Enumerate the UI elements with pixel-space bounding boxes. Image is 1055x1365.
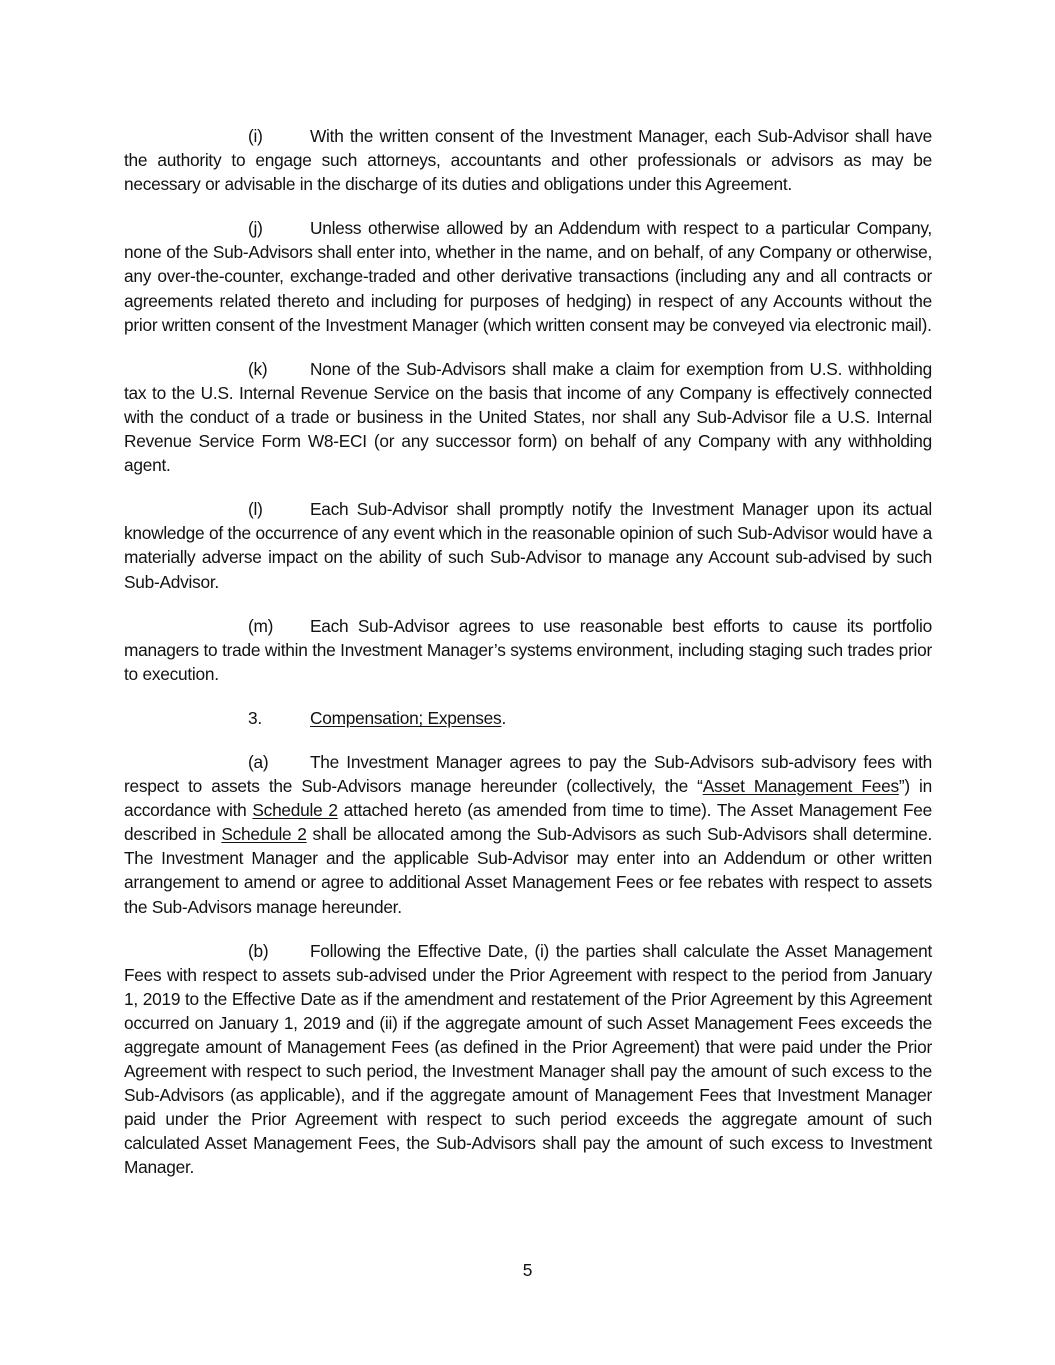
section-title-period: . [501, 707, 506, 728]
paragraph-label: (a) [248, 751, 269, 772]
section-3-heading [124, 706, 932, 730]
paragraph-m [124, 614, 932, 686]
paragraph-text: Each Sub-Advisor shall promptly notify the Investment Manager upon its actual knowledge of the occurrence of any event which in the reasonable opinion of such Sub-Advisor would have a materially adverse impact on the ability of such Sub-Advisor to manage any Account sub-advised by such Sub-Advisor. [124, 499, 932, 592]
schedule-2-reference: Schedule 2 [252, 800, 338, 821]
paragraph-label: (j) [248, 218, 263, 239]
paragraph-text-part2: ”) in accordance with [124, 776, 932, 821]
paragraph-label: (k) [248, 358, 268, 379]
paragraph-text-part3: attached hereto (as amended from time to time). The Asset Management Fee described in [124, 800, 932, 845]
paragraph-text: Following the Effective Date, (i) the parties shall calculate the Asset Management Fees with respect to assets sub-advised under the Prior Agreement with respect to the period from January 1, 2019 to the Effective Date as if the amendment and restatement of the Prior Agreement by this Agreement occurred on January 1, 2019 and (ii) if the aggregate amount of such Asset Management Fees exceeds the aggregate amount of Management Fees (as defined in the Prior Agreement) that were paid under the Prior Agreement with respect to such period, the Investment Manager shall pay the amount of such excess to the Sub-Advisors (as applicable), and if the aggregate amount of Management Fees that Investment Manager paid under the Prior Agreement with respect to such period exceeds the aggregate amount of such calculated Asset Management Fees, the Sub-Advisors shall pay the amount of such excess to Investment Manager. [124, 940, 932, 1178]
paragraph-3b [124, 939, 932, 1180]
paragraph-label: (i) [248, 126, 263, 146]
paragraph-text-part1: The Investment Manager agrees to pay the Sub-Advisors sub-advisory fees with respect to assets the Sub-Advisors manage hereunder (collectively, the “ [124, 751, 932, 797]
section-title: Compensation; Expenses [310, 707, 502, 728]
paragraph-text: Unless otherwise allowed by an Addendum with respect to a particular Company, none of the Sub-Advisors shall enter into, whether in the name, and on behalf, of any Company or otherwise, any over-the-counter, exchange-traded and other derivative transactions (including any and all contracts or agreements related thereto and including for purposes of hedging) in respect of any Accounts without the prior written consent of the Investment Manager (which written consent may be conveyed via electronic mail). [124, 218, 932, 335]
paragraph-text-part4: shall be allocated among the Sub-Advisors as such Sub-Advisors shall determine. The Investment Manager and the applicable Sub-Advisor may enter into an Addendum or other written arrangement to amend or agree to additional Asset Management Fees or fee rebates with respect to assets the Sub-Advisors manage hereunder. [124, 824, 932, 917]
paragraph-text: Each Sub-Advisor agrees to use reasonable best efforts to cause its portfolio managers to trade within the Investment Manager’s systems environment, including staging such trades prior to execution. [124, 615, 932, 684]
paragraph-k [124, 357, 932, 477]
page-number: 5 [522, 1260, 533, 1280]
section-number: 3. [248, 707, 262, 728]
paragraph-l [124, 497, 932, 593]
paragraph-label: (l) [248, 499, 263, 520]
document-page [124, 124, 932, 1200]
paragraph-3a [124, 750, 932, 919]
defined-term-asset-management-fees: Asset Management Fees [702, 776, 899, 797]
schedule-2-reference: Schedule 2 [221, 824, 307, 845]
paragraph-j [124, 216, 932, 336]
paragraph-label: (b) [248, 940, 269, 961]
paragraph-text: None of the Sub-Advisors shall make a claim for exemption from U.S. withholding tax to the U.S. Internal Revenue Service on the basis that income of any Company is effectively connected with the conduct of a trade or business in the United States, nor shall any Sub-Advisor file a U.S. Internal Revenue Service Form W8-ECI (or any successor form) on behalf of any Company with any withholding agent. [124, 358, 932, 476]
paragraph-text: With the written consent of the Investment Manager, each Sub-Advisor shall have the authority to engage such attorneys, accountants and other professionals or advisors as may be necessary or advisable in the discharge of its duties and obligations under this Agreement. [124, 126, 932, 195]
paragraph-label: (m) [248, 615, 274, 636]
paragraph-i [124, 124, 932, 196]
